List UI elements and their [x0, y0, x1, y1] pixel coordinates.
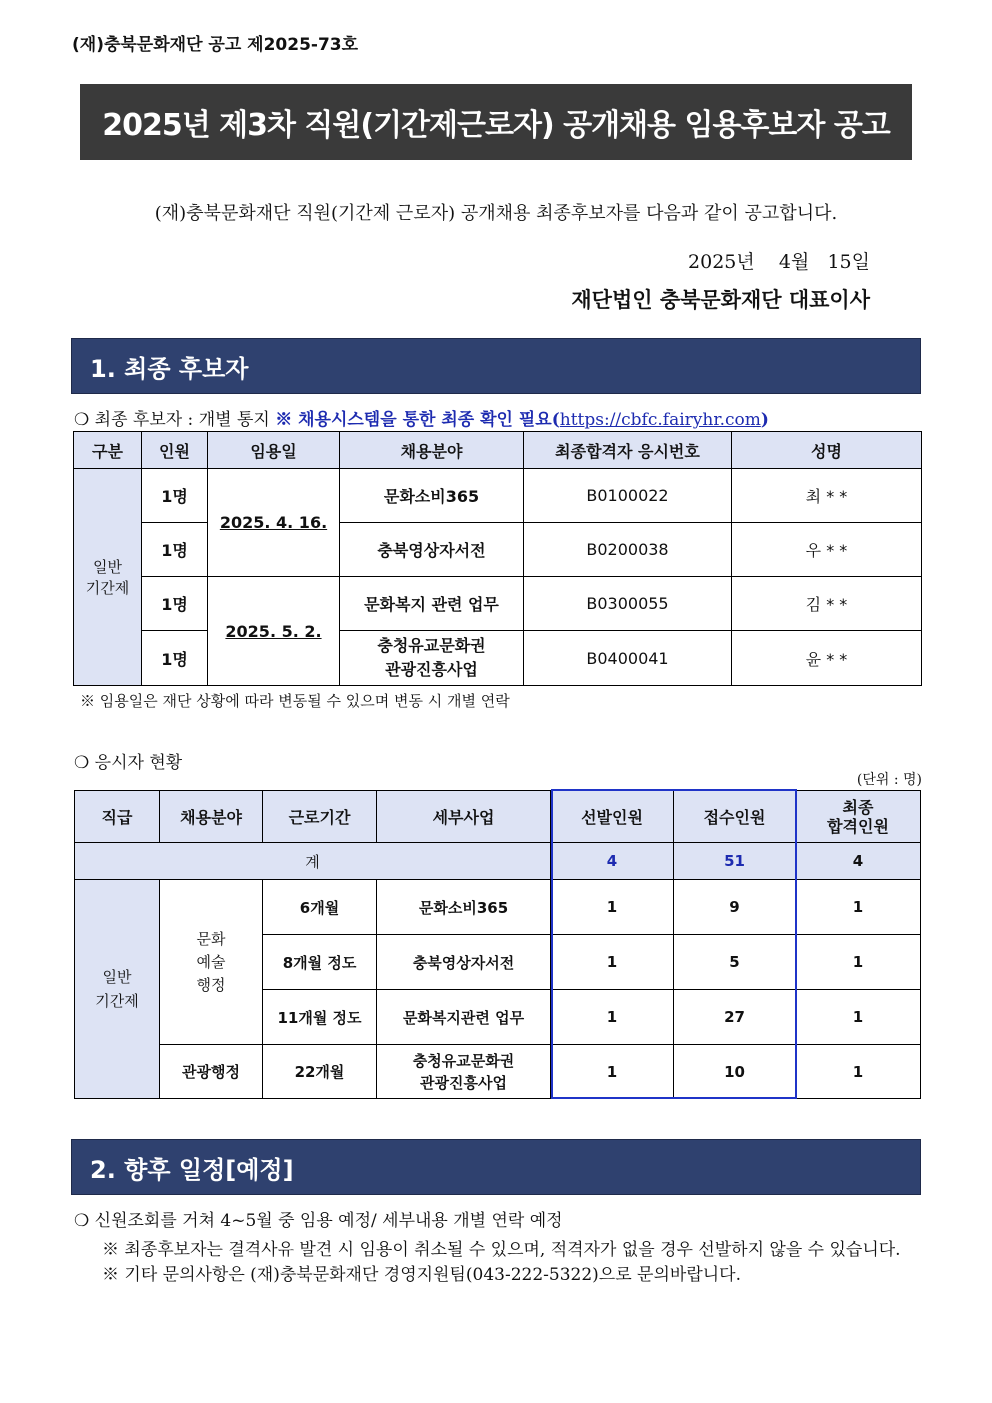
field-cell: 충청유교문화권 관광진흥사업	[340, 631, 524, 686]
name-cell: 김 * *	[732, 577, 922, 631]
table-row	[74, 469, 922, 523]
total-selected: 4	[551, 843, 674, 880]
number-cell: B0100022	[524, 469, 732, 523]
selected-cell: 1	[551, 990, 674, 1045]
count-cell: 1명	[142, 577, 208, 631]
received-cell: 5	[674, 935, 796, 990]
field-cell: 충북영상자서전	[340, 523, 524, 577]
grade-cell: 일반 기간제	[75, 880, 160, 1099]
col-header: 세부사업	[377, 791, 551, 843]
category-cell: 일반 기간제	[74, 469, 142, 686]
bullet-prefix: ❍ 최종 후보자 : 개별 통지	[74, 410, 270, 430]
schedule-notes	[102, 1238, 922, 1288]
passed-cell: 1	[796, 990, 921, 1045]
unit-label: (단위 : 명)	[856, 772, 922, 788]
total-label: 계	[75, 843, 551, 880]
project-cell: 문화복지관련 업무	[377, 990, 551, 1045]
section1-heading: 1. 최종 후보자	[71, 338, 921, 394]
project-cell: 충청유교문화권 관광진흥사업	[377, 1045, 551, 1099]
name-cell: 최 * *	[732, 469, 922, 523]
notice-number: (재)충북문화재단 공고 제2025-73호	[72, 35, 359, 55]
col-header: 접수인원	[674, 791, 796, 843]
col-header: 채용분야	[340, 432, 524, 469]
number-cell: B0300055	[524, 577, 732, 631]
table-header-row	[74, 432, 922, 469]
col-header: 인원	[142, 432, 208, 469]
col-header: 성명	[732, 432, 922, 469]
field-group-cell: 문화 예술 행정	[160, 880, 263, 1045]
col-header: 채용분야	[160, 791, 263, 843]
notice-date	[688, 247, 870, 274]
bullet-emphasis: ※ 채용시스템을 통한 최종 확인 필요	[275, 410, 552, 430]
table-row	[74, 577, 922, 631]
total-passed: 4	[796, 843, 921, 880]
received-cell: 9	[674, 880, 796, 935]
period-cell: 6개월	[263, 880, 377, 935]
col-header: 직급	[75, 791, 160, 843]
date-cell: 2025. 4. 16.	[208, 469, 340, 577]
candidate-notice-line	[74, 405, 769, 430]
table-row	[75, 880, 921, 935]
name-cell: 우 * *	[732, 523, 922, 577]
count-cell: 1명	[142, 469, 208, 523]
passed-cell: 1	[796, 1045, 921, 1099]
period-cell: 8개월 정도	[263, 935, 377, 990]
field-cell: 문화소비365	[340, 469, 524, 523]
page-title: 2025년 제3차 직원(기간제근로자) 공개채용 임용후보자 공고	[80, 84, 912, 160]
project-cell: 충북영상자서전	[377, 935, 551, 990]
col-header: 임용일	[208, 432, 340, 469]
project-cell: 문화소비365	[377, 880, 551, 935]
col-header: 근로기간	[263, 791, 377, 843]
total-row	[75, 843, 921, 880]
col-header: 최종합격자 응시번호	[524, 432, 732, 469]
col-header: 구분	[74, 432, 142, 469]
schedule-bullet: ❍ 신원조회를 거쳐 4~5월 중 임용 예정/ 세부내용 개별 연락 예정	[74, 1211, 563, 1231]
field-cell: 관광행정	[160, 1045, 263, 1099]
period-cell: 11개월 정도	[263, 990, 377, 1045]
field-cell: 문화복지 관련 업무	[340, 577, 524, 631]
date-cell: 2025. 5. 2.	[208, 577, 340, 686]
name-cell: 윤 * *	[732, 631, 922, 686]
selected-cell: 1	[551, 880, 674, 935]
col-header: 최종 합격인원	[796, 791, 921, 843]
number-cell: B0400041	[524, 631, 732, 686]
period-cell: 22개월	[263, 1045, 377, 1099]
table-row	[74, 631, 922, 686]
passed-cell: 1	[796, 880, 921, 935]
final-candidates-table	[73, 431, 922, 686]
selected-cell: 1	[551, 935, 674, 990]
passed-cell: 1	[796, 935, 921, 990]
count-cell: 1명	[142, 523, 208, 577]
selected-cell: 1	[551, 1045, 674, 1099]
paren-close: )	[760, 410, 769, 430]
date-text: 2025년 4월 15일	[688, 251, 870, 273]
table-row	[75, 1045, 921, 1099]
table-header-row	[75, 791, 921, 843]
count-cell: 1명	[142, 631, 208, 686]
table-row	[74, 523, 922, 577]
signature: 재단법인 충북문화재단 대표이사	[571, 287, 870, 312]
intro-text: (재)충북문화재단 직원(기간제 근로자) 공개채용 최종후보자를 다음과 같이 공고합니다.	[154, 203, 838, 224]
appointment-note: ※ 임용일은 재단 상황에 따라 변동될 수 있으며 변동 시 개별 연락	[80, 692, 510, 710]
received-cell: 27	[674, 990, 796, 1045]
recruit-system-link[interactable]: https://cbfc.fairyhr.com	[559, 410, 761, 430]
col-header: 선발인원	[551, 791, 674, 843]
total-received: 51	[674, 843, 796, 880]
note-item: ※ 최종후보자는 결격사유 발견 시 임용이 취소될 수 있으며, 적격자가 없을 경우 선발하지 않을 수 있습니다.	[102, 1240, 901, 1260]
applicants-bullet: ❍ 응시자 현황	[74, 753, 183, 773]
applicants-table	[74, 790, 921, 1099]
section2-heading: 2. 향후 일정[예정]	[71, 1139, 921, 1195]
note-item: ※ 기타 문의사항은 (재)충북문화재단 경영지원팀(043-222-5322)으로 문의바랍니다.	[102, 1265, 741, 1285]
received-cell: 10	[674, 1045, 796, 1099]
number-cell: B0200038	[524, 523, 732, 577]
paren-open: (	[551, 410, 560, 430]
